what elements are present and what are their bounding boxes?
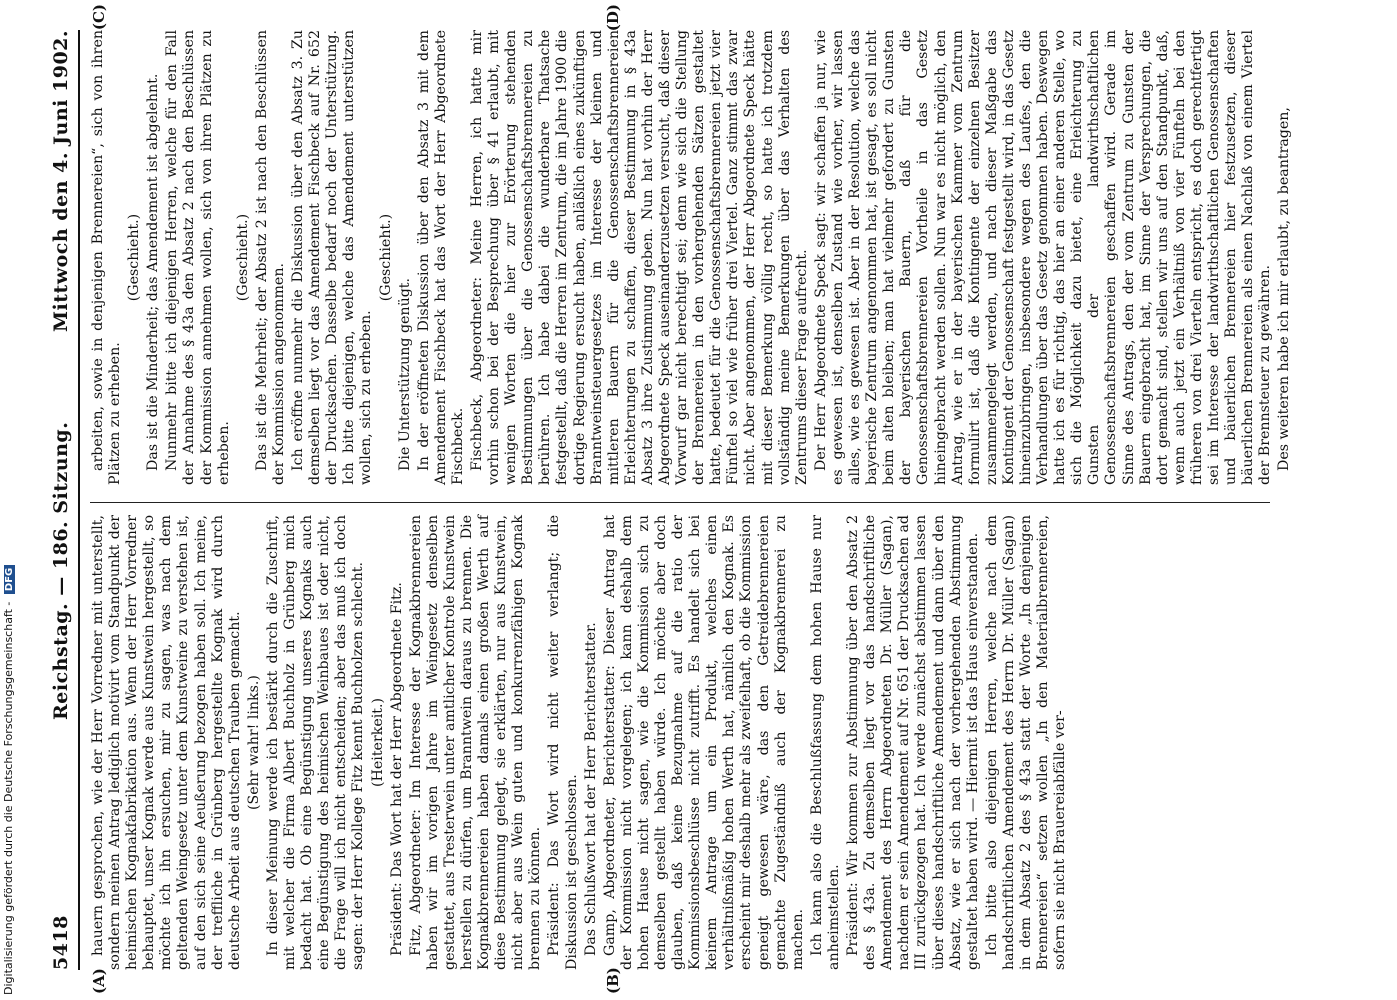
- paragraph: Des weiteren habe ich mir erlaubt, zu beantragen,: [1276, 107, 1293, 471]
- interjection: (Sehr wahr! links.): [245, 675, 262, 810]
- interjection: (Geschieht.): [234, 213, 251, 302]
- paragraph: Gamp, Abgeordneter, Berichterstatter: Dieser Antrag hat der Kommission nicht vorgelegen; ich kann deshalb dem hohen Hause nicht sagen, wie die Kommission sich zu demselben gestellt haben würde. Ich möchte aber doch glauben, daß keine Bezugnahme auf die ratio der Kommissionsbeschlüsse nicht zutrifft. Es handelt sich bei keinem Antrage um ein Produkt, welches einen verhältnißmäßig hohen Werth hat, nämlich den Kognak. Es erscheint mir deshalb mehr als zweifelhaft, ob die Kommission geneigt gewesen wäre, das den Getreidebrennereien gemachte Zugeständniß auch der Kognakbrennerei zu machen.: [601, 515, 806, 970]
- right-column: [90, 30, 1295, 485]
- paragraph: Ich eröffne nunmehr die Diskussion über den Absatz 3. Zu demselben liegt vor das Amendement Fischbeck auf Nr. 652 der Drucksachen. Dasselbe bedarf noch der Unterstützung. Ich bitte diejenigen, welche das Amendement unterstützen wollen, sich zu erheben.: [290, 30, 375, 485]
- paragraph: Die Unterstützung genügt.: [396, 278, 413, 471]
- credit-text: Digitalisierung gefördert durch die Deutsche Forschungsgemeinschaft -: [2, 601, 15, 995]
- header-rule: [78, 30, 80, 970]
- paragraph: Fitz, Abgeordneter: Im Interesse der Kognakbrennereien haben wir im vorigen Jahre im Weingesetz denselben gestattet, aus Tresterwein unter amtlicher Kontrole Kunstwein herstellen zu dürfen, um Branntwein daraus zu brennen. Die Kognakbrennereien haben damals einen großen Werth auf diese Bestimmung gelegt, sie erklärten, nur aus Kunstwein, nicht aber aus Wein guten und konkurrenzfähigen Kognak brennen zu können.: [407, 515, 544, 970]
- paragraph: Das ist die Minderheit; das Amendement ist abgelehnt.: [145, 73, 162, 471]
- dfg-logo: DFG: [4, 565, 15, 594]
- paragraph: In dieser Meinung werde ich bestärkt durch die Zuschrift, mit welcher die Firma Albert Buchholz in Grünberg mich bedacht hat. Ob eine Begünstigung unseres Kognaks auch eine Begünstigung des heimischen Weinbaues ist oder nicht, die Frage will ich nicht entscheiden; aber das muß ich doch sagen: der Herr Kollege Fitz kennt Buchholzen schlecht.: [264, 515, 367, 970]
- margin-marker-d: (D): [604, 4, 622, 32]
- page-header: [46, 30, 74, 970]
- document-page: [38, 0, 1308, 1000]
- paragraph: Nunmehr bitte ich diejenigen Herren, welche für den Fall der Annahme des § 43a den Absatz 2 nach den Beschlüssen der Kommission annehmen wollen, sich von ihren Plätzen zu erheben.: [164, 30, 232, 485]
- paragraph: Das Schlußwort hat der Herr Berichterstatter.: [582, 622, 599, 956]
- header-title: Reichstag. — 186. Sitzung.: [50, 421, 72, 720]
- margin-marker-c: (C): [90, 4, 108, 31]
- paragraph: In der eröffneten Diskussion über den Absatz 3 mit dem Amendement Fischbeck hat das Wort der Herr Abgeordnete Fischbeck.: [415, 30, 466, 485]
- paragraph: Das ist die Mehrheit; der Absatz 2 ist nach den Beschlüssen der Kommission angenommen.: [253, 30, 287, 485]
- page-number: 5418: [50, 915, 72, 970]
- interjection: (Geschieht.): [377, 213, 394, 302]
- column-divider: [90, 502, 1270, 503]
- paragraph: Fischbeck, Abgeordneter: Meine Herren, ich hatte mir vorhin schon bei der Besprechung über § 41 erlaubt, mit wenigen Worten die hier zur Erörterung stehenden Bestimmungen über die Genossenschaftsbrennereien zu berühren. Ich habe dabei die wunderbare Thatsache festgestellt, daß die Herren im Zentrum, die im Jahre 1900 die dortige Regierung ersucht haben, anläßlich eines zukünftigen Branntweinsteuergesetzes im Interesse der kleinen und mittleren Bauern für die Genossenschaftsbrennereien Erleichterungen zu schaffen, dieser Bestimmung in § 43a Absatz 3 ihre Zustimmung geben. Nun hat vorhin der Herr Abgeordnete Speck auseinanderzusetzen versucht, daß dieser Vorwurf gar nicht berechtigt sei; denn wie sich die Stellung der Brennereien in den vorhergehenden Sätzen gestaltet hatte, bedeutet für die Genossenschaftsbrennereien jetzt vier Fünftel so viel wie früher drei Viertel. Ganz stimmt das zwar nicht. Aber angenommen, der Herr Abgeordnete Speck hätte mit dieser Bemerkung völlig recht, so hatte ich trotzdem vollständig meine Bemerkungen über das Verhalten des Zentrums dieser Frage aufrecht.: [468, 30, 810, 485]
- paragraph: Präsident: Das Wort wird nicht weiter verlangt; die Diskussion ist geschlossen.: [546, 515, 580, 970]
- paragraph: Ich bitte also diejenigen Herren, welche nach dem handschriftlichen Amendement des Herrn Dr. Müller (Sagan) in dem Absatz 2 des § 43a statt der Worte „In denjenigen Brennereien“ setzen wollen „In den Materialbrennereien, sofern sie nicht Brauereiabfälle ver-: [983, 515, 1069, 970]
- paragraph: hauern gesprochen, wie der Herr Vorredner mit unterstellt, sondern meinen Antrag lediglich motivirt vom Standpunkt der heimischen Kognakfabrikation aus. Wenn der Herr Vorredner behauptet, unser Kognak werde aus Kunstwein hergestellt, so möchte ich ihn ersuchen, mir zu sagen, was nach dem geltenden Weingesetz unter dem Kunstweine zu verstehen ist, auf den sich seine Aeußerung bezogen haben soll. Ich meine, der treffliche in Grünberg hergestellte Kognak wird durch deutsche Arbeit aus deutschen Trauben gemacht.: [90, 515, 243, 970]
- paragraph: Der Herr Abgeordnete Speck sagt: wir schaffen ja nur, wie es gewesen ist, denselben Zustand wie vorher, wir lassen alles, wie es gewesen ist. Aber in der Resolution, welche das bayerische Zentrum angenommen hat, ist gesagt, es soll nicht beim alten bleiben; man hat vielmehr gefordert zu Gunsten der bayerischen Bauern, daß für die Genossenschaftsbrennereien Vortheile in das Gesetz hineingebracht werden sollen. Nun war es nicht möglich, den Antrag, wie er in der bayerischen Kammer vom Zentrum formulirt ist, daß die Kontingente der einzelnen Besitzer zusammengelegt werden, und nach dieser Maßgabe das Kontingent der Genossenschaft festgestellt wird, in das Gesetz hineinzubringen, insbesondere wegen des Laufes, den die Verhandlungen über das Gesetz genommen haben. Deswegen hatte ich es für richtig, das hier an einer anderen Stelle, wo sich die Möglichkeit dazu bietet, eine Erleichterung zu Gunsten der landwirthschaftlichen Genossenschaftsbrennereien geschaffen wird. Gerade im Sinne des Antrags, den der vom Zentrum zu Gunsten der Bauern eingebracht hat, im Sinne der Versprechungen, die dort gemacht sind, stellen wir uns auf den Standpunkt, daß, wenn auch jetzt ein Verhältniß von vier Fünfteln bei den früheren von drei Vierteln entspricht, es doch gerechtfertigt sei im Interesse der landwirthschaftlichen Genossenschaften und bäuerlichen Brennereien hier festzusetzen, dieser bäuerlichen Brennereien als einen Nachlaß von einem Viertel der Brennsteuer zu gewähren.: [812, 30, 1274, 485]
- margin-marker-a: (A): [90, 968, 108, 994]
- header-date: Mittwoch den 4. Juni 1902.: [50, 30, 72, 333]
- digitization-credit: [2, 567, 26, 995]
- interjection: (Heiterkeit.): [369, 698, 386, 787]
- interjection: (Geschieht.): [126, 213, 143, 302]
- paragraph: Präsident: Wir kommen zur Abstimmung über den Absatz 2 des § 43a. Zu demselben liegt vor das handschriftliche Amendement des Herrn Abgeordneten Dr. Müller (Sagan), nachdem er sein Amendement auf Nr. 651 der Drucksachen ad III zurückgezogen hat. Ich werde zunächst abstimmen lassen über dieses handschriftliche Amendement und dann über den Absatz, wie er sich nach der vorhergehenden Abstimmung gestaltet haben wird. — Hiermit ist das Haus einverstanden.: [845, 515, 981, 970]
- margin-marker-b: (B): [604, 967, 622, 994]
- left-column: [90, 515, 1071, 970]
- paragraph: arbeiten, sowie in denjenigen Brennereien“, sich von ihren Plätzen zu erheben.: [90, 30, 124, 485]
- paragraph: Präsident: Das Wort hat der Herr Abgeordnete Fitz.: [388, 582, 405, 956]
- paragraph: Ich kann also die Beschlußfassung dem hohen Hause nur anheimstellen.: [808, 515, 842, 970]
